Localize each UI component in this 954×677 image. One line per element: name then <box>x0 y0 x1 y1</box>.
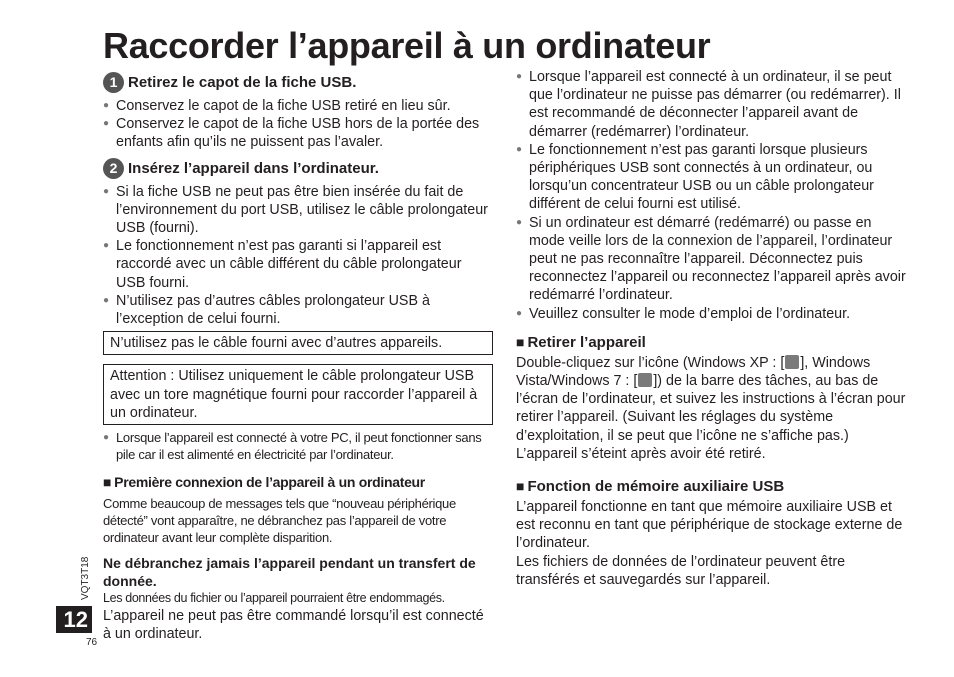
list-item: ● Conservez le capot de la fiche USB hors de la portée des enfants afin qu’ils ne puissent pas l’avaler. <box>103 115 493 151</box>
page-number: 12 <box>56 606 92 633</box>
right-column <box>516 68 908 589</box>
step-1-text: Retirez le capot de la fiche USB. <box>128 74 357 91</box>
list-item: ● Lorsque l’appareil est connecté à votre PC, il peut fonctionner sans pile car il est alimenté en électricité par l’ordinateur. <box>103 429 493 463</box>
warning-text: L’appareil ne peut pas être commandé lorsqu’il est connecté à un ordinateur. <box>103 608 484 643</box>
list-item: ● Veuillez consulter le mode d’emploi de l’ordinateur. <box>516 305 908 323</box>
square-bullet-icon: ■ <box>516 333 525 350</box>
warning-bold: Ne débranchez jamais l’appareil pendant un transfert de donnée. <box>103 555 476 590</box>
list-item: ● Le fonctionnement n’est pas garanti si l’appareil est raccordé avec un câble différent du câble prolongateur USB fourni. <box>103 237 493 292</box>
square-bullet-icon: ■ <box>103 474 112 491</box>
step-2-text: Insérez l’appareil dans l’ordinateur. <box>128 159 379 177</box>
usb-remove-vista-icon <box>638 373 652 387</box>
paragraph: Comme beaucoup de messages tels que “nouveau périphérique détecté” vont apparaître, ne débranchez pas l’appareil de votre ordinateur avant leur complète disparition. <box>103 496 456 546</box>
list-item: ● Le fonctionnement n’est pas garanti lorsque plusieurs périphériques USB sont connectés à un ordinateur, ou lorsqu’un concentrateur USB ou un câble prolongateur différent de celui fourni est utilisé. <box>516 141 908 214</box>
page-title: Raccorder l’appareil à un ordinateur <box>103 25 711 66</box>
step-number-2: 2 <box>103 158 124 179</box>
list-item: ● N’utilisez pas d’autres câbles prolongateur USB à l’exception de celui fourni. <box>103 292 493 328</box>
list-item: ● Conservez le capot de la fiche USB retiré en lieu sûr. <box>103 97 493 115</box>
document-code: VQT3T18 <box>80 556 91 600</box>
list-item: ● Lorsque l’appareil est connecté à un ordinateur, il se peut que l’ordinateur ne puisse pas démarrer (ou redémarrer). Il est recommandé de déconnecter l’appareil avant de démarrer (redémarrer) l’ordinateur. <box>516 68 908 141</box>
paragraph: L’appareil s’éteint après avoir été retiré. <box>516 445 766 462</box>
left-column <box>103 72 493 643</box>
notice-box: N’utilisez pas le câble fourni avec d’autres appareils. <box>103 331 493 355</box>
step-1 <box>103 72 493 93</box>
paragraph: Double-cliquez sur l’icône (Windows XP : [ ], Windows Vista/Windows 7 : [ ]) de la barre des tâches, au bas de l’écran de l’ordinateur, et suivez les instructions à l’écran pour retirer l’appareil. (Suivant les réglages du système d’exploitation, il se peut que l’icône ne s’affiche pas.) <box>516 354 906 444</box>
step-2 <box>103 158 493 179</box>
section-heading: ■ Première connexion de l’appareil à un ordinateur <box>103 474 425 491</box>
square-bullet-icon: ■ <box>516 478 525 495</box>
attention-box: Attention : Utilisez uniquement le câble prolongateur USB avec un tore magnétique fourni pour raccorder l’appareil à un ordinateur. <box>103 364 493 425</box>
paragraph: L’appareil fonctionne en tant que mémoire auxiliaire USB et est reconnu en tant que périphérique de stockage externe de l’ordinateur. <box>516 499 903 552</box>
list-item: ● Si un ordinateur est démarré (redémarré) ou passe en mode veille lors de la connexion de l’appareil, l’ordinateur peut ne pas reconnaître l’appareil. Déconnectez puis reconnectez l’appareil ou reconnectez l’appareil après avoir redémarré l’ordinateur. <box>516 214 908 305</box>
page-subnumber: 76 <box>86 637 98 648</box>
section-heading: ■ Retirer l’appareil <box>516 333 646 351</box>
list-item: ● Si la fiche USB ne peut pas être bien insérée du fait de l’environnement du port USB, utilisez le câble prolongateur USB (fourni). <box>103 183 493 238</box>
section-heading: ■ Fonction de mémoire auxiliaire USB <box>516 478 785 496</box>
paragraph: Les fichiers de données de l’ordinateur peuvent être transférés et sauvegardés sur l’appareil. <box>516 553 846 588</box>
usb-remove-xp-icon <box>785 355 799 369</box>
warning-small: Les données du fichier ou l’appareil pourraient être endommagés. <box>103 591 445 606</box>
step-number-1: 1 <box>103 72 124 93</box>
